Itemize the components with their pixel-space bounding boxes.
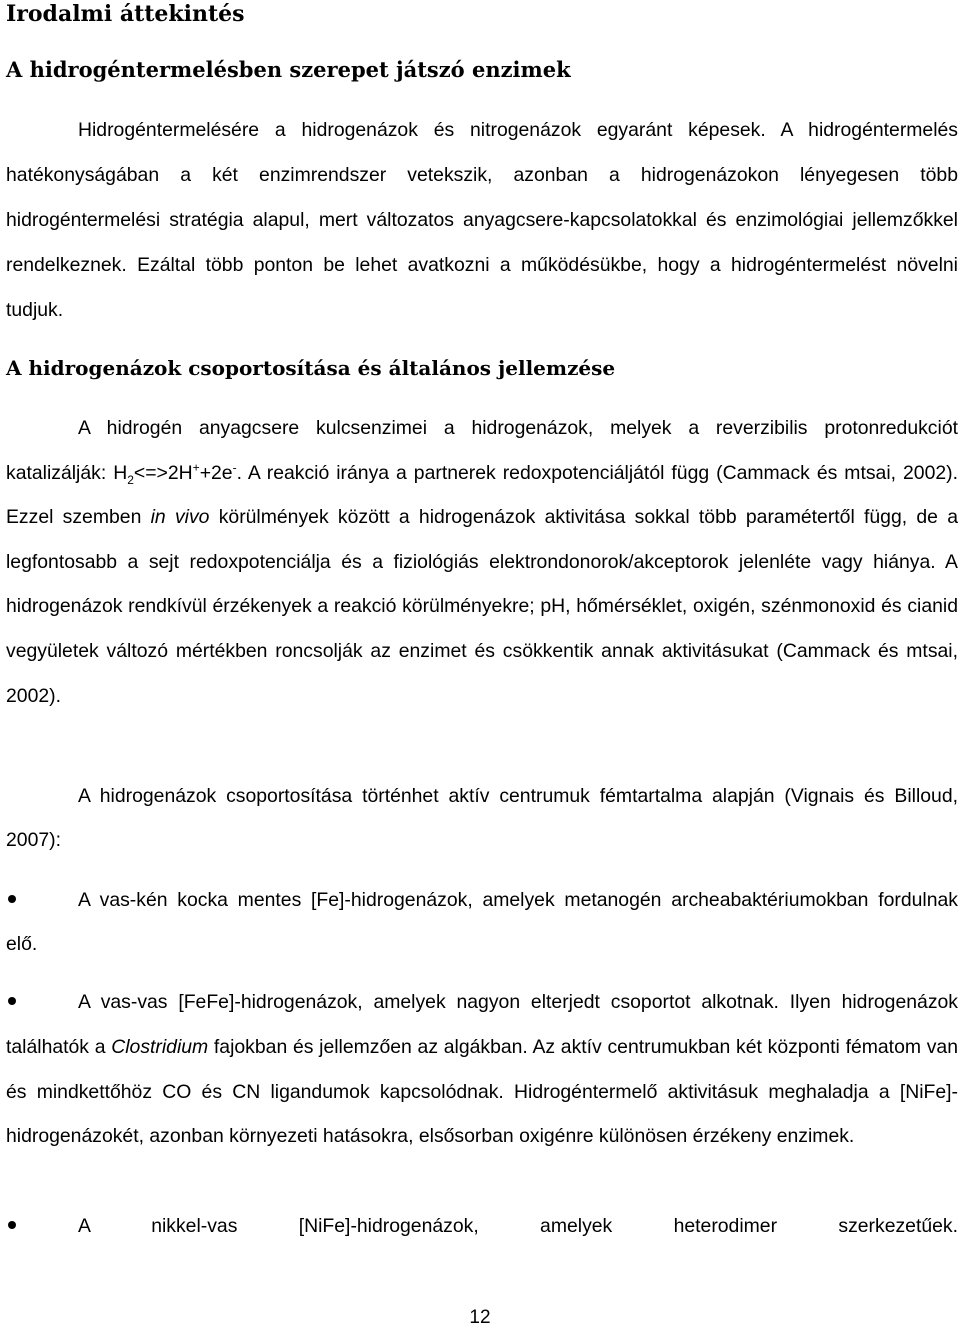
p2-text-1: A hidrogén anyagcsere kulcsenzimei a hidrogenázok, melyek a reverzibilis protonredukciót katalizálják: H — [6, 417, 958, 484]
paragraph-hydrogenase-description — [6, 406, 958, 718]
p2-text-3: +2e — [199, 461, 233, 484]
bullet-icon — [6, 980, 78, 1025]
paragraph-intro-text: Hidrogéntermelésére a hidrogenázok és nitrogenázok egyaránt képesek. A hidrogéntermelés hatékonyságában a két enzimrendszer vetekszik, azonban a hidrogenázokon lényegesen több hidrogéntermelési stratégia alapul, mert változatos anyagcsere-kapcsolatokkal és enzimológiai jellemzőkkel rendelkeznek. Ezáltal több ponton be lehet avatkozni a működésükbe, hogy a hidrogéntermelést növelni tudjuk. — [6, 119, 958, 321]
p2-text-2: <=>2H — [133, 461, 193, 484]
bullet-item-text: A vas-kén kocka mentes [Fe]-hidrogenázok, amelyek metanogén archeabaktériumokban fordulnak elő. — [6, 889, 958, 955]
subsection-heading: A hidrogéntermelésben szerepet játszó enzimek — [6, 57, 571, 82]
superscript-plus: + — [192, 460, 200, 475]
page-number: 12 — [469, 1307, 491, 1328]
paragraph-intro — [6, 108, 958, 333]
section-heading: Irodalmi áttekintés — [6, 1, 245, 27]
bullet2-text-2: fajokban és jellemzően az algákban. Az aktív centrumukban két központi fématom van és mindkettőhöz CO és CN ligandumok kapcsolódnak. Hidrogéntermelő aktivitásuk meghaladja a [NiFe]-hidrogenázokét, azonban környezeti hatásokra, elsősorban oxigénre különösen érzékeny enzimek. — [6, 1035, 958, 1148]
superscript-minus: - — [232, 460, 237, 475]
italic-in-vivo: in vivo — [150, 506, 210, 529]
bullet-item-fe-hydrogenase — [6, 878, 958, 966]
paragraph-classification-text: A hidrogenázok csoportosítása történhet aktív centrumuk fémtartalma alapján (Vignais és Billoud, 2007): — [6, 785, 958, 851]
bullet-item-fefe-hydrogenase — [6, 980, 958, 1159]
p2-text-5: körülmények között a hidrogenázok aktivitása sokkal több paramétertől függ, de a legfontosabb a sejt redoxpotenciálja és a fiziológiás elektrondonorok/akceptorok jelenléte vagy hiánya. A hidrogenázok rendkívül érzékenyek a reakció körülményekre; pH, hőmérséklet, oxigén, szénmonoxid és cianid vegyületek változó mértékben roncsolják az enzimet és csökkentik annak aktivitásukat (Cammack és mtsai, 2002). — [6, 506, 959, 707]
bullet-item-nife-hydrogenase — [6, 1204, 958, 1248]
subsubsection-heading: A hidrogenázok csoportosítása és általános jellemzése — [6, 356, 616, 380]
bullet-icon — [6, 1204, 78, 1248]
p2-text-4: . A reakció iránya a partnerek redoxpotenciáljától függ (Cammack és mtsai, 2002). Ezzel szemben — [6, 461, 958, 529]
italic-clostridium: Clostridium — [111, 1035, 209, 1058]
bullet-item-text: A nikkel-vas [NiFe]-hidrogenázok, amelyek heterodimer szerkezetűek. — [78, 1215, 958, 1237]
subscript-2: 2 — [127, 472, 134, 487]
bullet-icon — [6, 878, 78, 922]
paragraph-classification — [6, 774, 958, 862]
bullet2-text-1: A vas-vas [FeFe]-hidrogenázok, amelyek nagyon elterjedt csoportot alkotnak. Ilyen hidrogenázok találhatók a — [6, 991, 958, 1058]
